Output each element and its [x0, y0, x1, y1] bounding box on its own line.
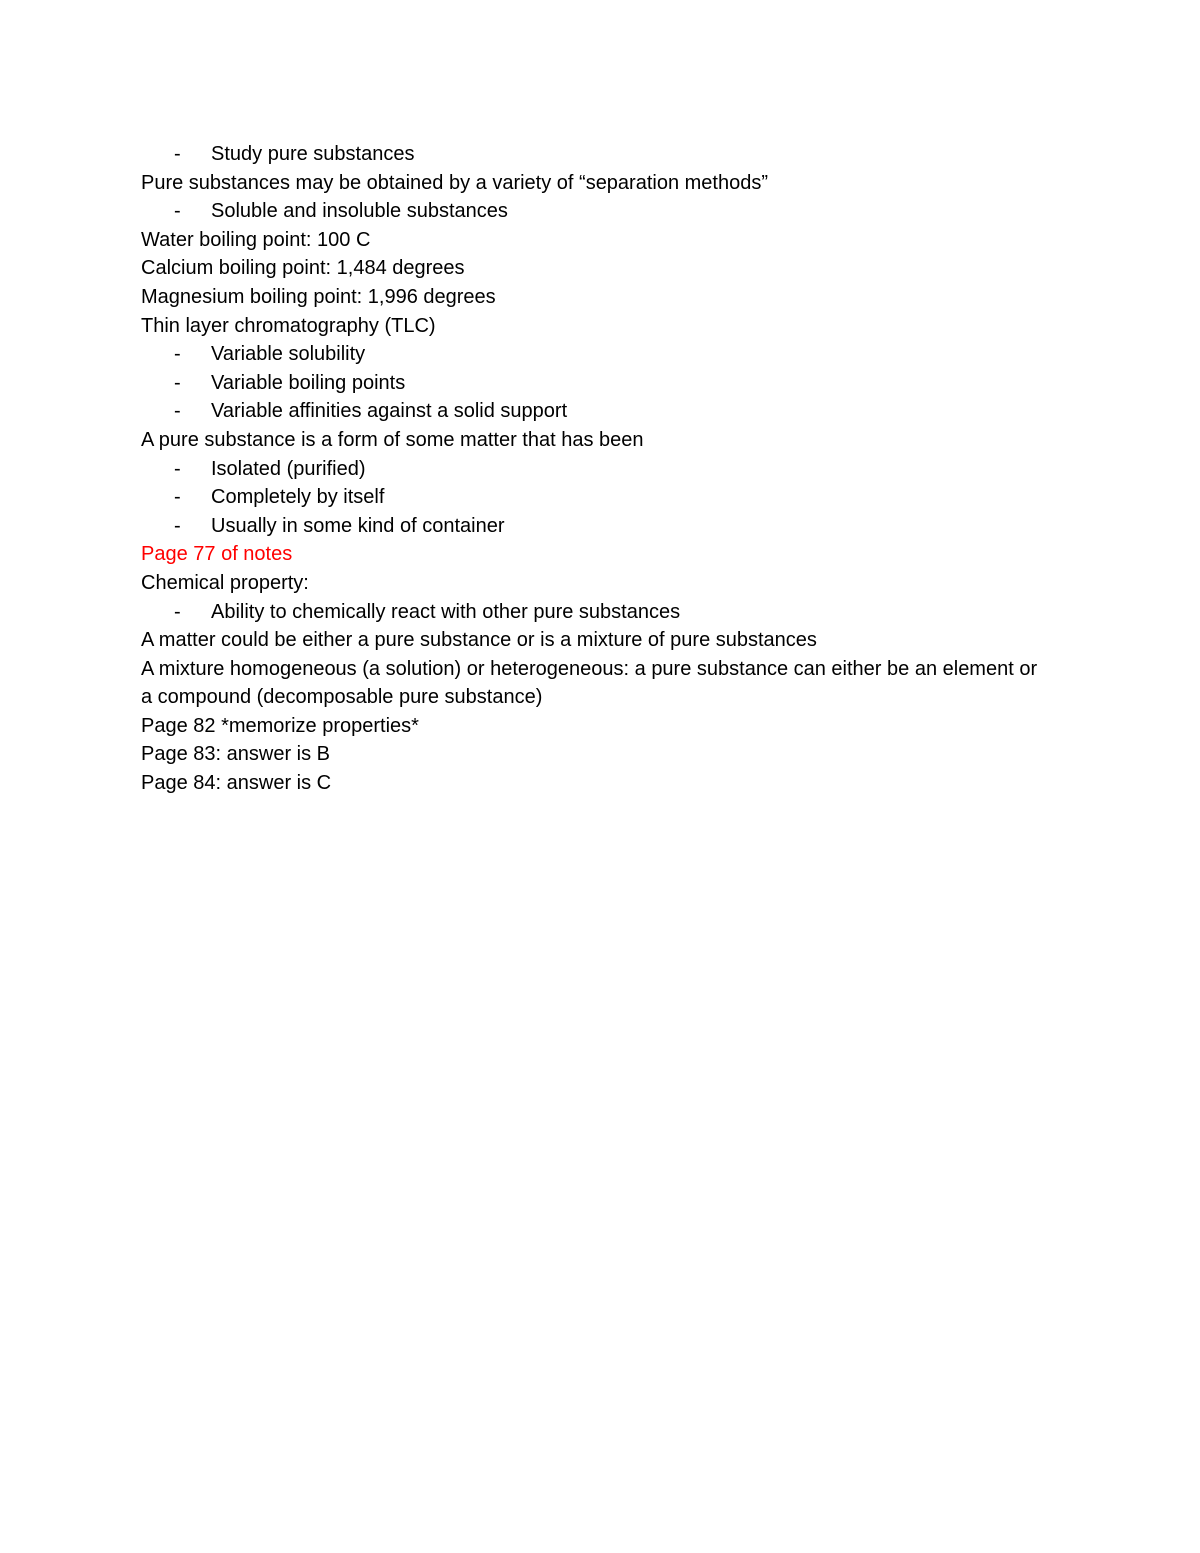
list-item-text: Usually in some kind of container	[211, 514, 505, 537]
bullet-dash: -	[174, 143, 181, 165]
page-reference-note: Page 77 of notes	[141, 543, 293, 566]
paragraph: A pure substance is a form of some matter that has been	[141, 428, 644, 451]
list-item	[141, 397, 1041, 426]
list-item-text: Variable boiling points	[211, 371, 406, 394]
paragraph: Page 83: answer is B	[141, 743, 330, 766]
bullet-dash: -	[174, 400, 181, 423]
list-item	[141, 340, 1041, 369]
bullet-dash: -	[174, 457, 181, 480]
list-item-text: Soluble and insoluble substances	[211, 200, 508, 223]
paragraph: A mixture homogeneous (a solution) or heterogeneous: a pure substance can either be an element or a compound (decomposable pure substance)	[141, 657, 1038, 709]
list-item-text: Variable affinities against a solid support	[211, 400, 568, 423]
bullet-dash: -	[174, 486, 181, 509]
list-item	[141, 598, 1041, 627]
document-page	[141, 140, 1041, 798]
paragraph: Chemical property:	[141, 571, 309, 594]
paragraph: A matter could be either a pure substance or is a mixture of pure substances	[141, 629, 817, 652]
list-item-text: Ability to chemically react with other pure substances	[211, 600, 681, 623]
paragraph: Page 84: answer is C	[141, 772, 332, 795]
paragraph: Pure substances may be obtained by a variety of “separation methods”	[141, 171, 769, 194]
list-item	[141, 512, 1041, 541]
paragraph: Magnesium boiling point: 1,996 degrees	[141, 285, 496, 308]
list-item-text: Isolated (purified)	[211, 457, 366, 480]
list-item	[141, 197, 1041, 226]
bullet-dash: -	[174, 200, 181, 223]
list-item-text: Study pure substances	[211, 143, 415, 165]
bullet-dash: -	[174, 514, 181, 537]
bullet-dash: -	[174, 600, 181, 623]
bullet-dash: -	[174, 371, 181, 394]
list-item	[141, 455, 1041, 484]
bullet-dash: -	[174, 343, 181, 366]
paragraph: Page 82 *memorize properties*	[141, 714, 419, 737]
paragraph: Calcium boiling point: 1,484 degrees	[141, 257, 465, 280]
list-item	[141, 369, 1041, 398]
paragraph: Water boiling point: 100 C	[141, 228, 371, 251]
list-item-text: Completely by itself	[211, 486, 385, 509]
list-item-text: Variable solubility	[211, 343, 366, 366]
list-item	[141, 483, 1041, 512]
list-item	[141, 140, 1041, 169]
paragraph: Thin layer chromatography (TLC)	[141, 314, 436, 337]
